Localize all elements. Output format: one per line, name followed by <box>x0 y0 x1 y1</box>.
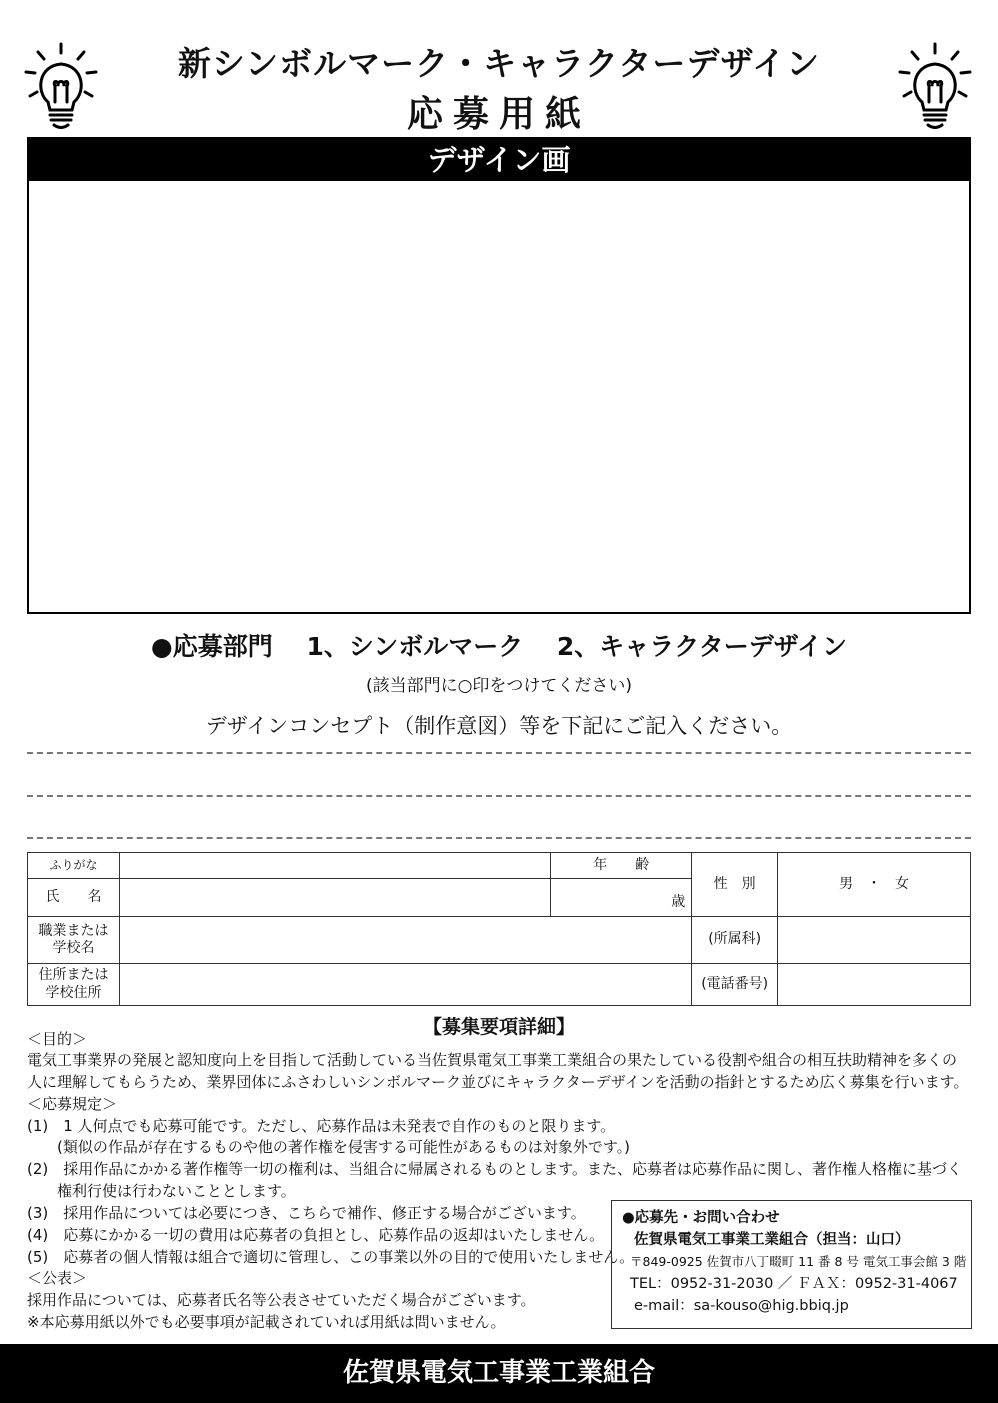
contact-org: 佐賀県電気工事業工業組合（担当：山口） <box>634 1232 910 1248</box>
contact-tel-fax: TEL：0952-31-2030 ／ ＦＡＸ：0952-31-4067 <box>630 1276 958 1292</box>
affiliation-field[interactable] <box>778 917 971 964</box>
contact-heading: ●応募先・お問い合わせ <box>622 1210 780 1226</box>
concept-line-2[interactable] <box>27 795 971 797</box>
phone-label: (電話番号) <box>692 964 778 1006</box>
rule-line-1: (1) 1 人何点でも応募可能です。ただし、応募作品は未発表で自作のものと限ります。 <box>27 1117 616 1135</box>
department-note: (該当部門に○印をつけてください) <box>365 676 633 696</box>
affiliation-label: (所属科) <box>692 917 778 964</box>
age-label: 年 齢 <box>551 853 692 879</box>
occupation-label-line-1: 職業または <box>38 922 109 939</box>
purpose-line-1: 電気工事業界の発展と認知度向上を目指して活動している当佐賀県電気工事業工業組合の果たしている役割や組合の相互扶助精神を多くの <box>27 1051 958 1069</box>
address-label-line-1: 住所または <box>38 967 109 983</box>
design-drawing-area[interactable] <box>27 137 971 614</box>
age-field[interactable] <box>551 879 692 917</box>
purpose-heading: ＜目的＞ <box>27 1030 88 1048</box>
concept-instruction: デザインコンセプト（制作意図）等を下記にご記入ください。 <box>205 714 793 738</box>
occupation-label <box>28 917 120 964</box>
name-label: 氏 名 <box>28 879 120 917</box>
rule-line-4: 権利行使は行わないこととします。 <box>27 1182 296 1200</box>
contact-box <box>611 1200 972 1329</box>
age-unit: 歳 <box>671 894 686 910</box>
department-selection[interactable]: ●応募部門 1、シンボルマーク 2、キャラクターデザイン <box>150 632 848 661</box>
form-title: 応募用紙 <box>406 94 591 135</box>
gender-label: 性 別 <box>692 853 778 917</box>
furigana-label: ふりがな <box>28 853 120 879</box>
design-heading: デザイン画 <box>29 139 969 181</box>
concept-line-3[interactable] <box>27 837 971 839</box>
concept-line-1[interactable] <box>27 752 971 754</box>
address-field[interactable] <box>119 964 691 1006</box>
phone-field[interactable] <box>778 964 971 1006</box>
address-label <box>28 964 120 1006</box>
contact-email[interactable]: e-mail：sa-kouso@hig.bbiq.jp <box>634 1298 849 1314</box>
address-label-line-2: 学校住所 <box>45 984 102 1001</box>
rule-line-3: (2) 採用作品にかかる著作権等一切の権利は、当組合に帰属されるものとします。また、応募者は応募作品に関し、著作権人格権に基づく <box>27 1160 963 1178</box>
occupation-field[interactable] <box>119 917 691 964</box>
publish-line-2: ※本応募用紙以外でも必要事項が記載されていれば用紙は問いません。 <box>27 1313 506 1331</box>
occupation-label-line-2: 学校名 <box>52 940 95 956</box>
page-title: 新シンボルマーク・キャラクターデザイン <box>177 44 821 83</box>
footer-organization: 佐賀県電気工事業工業組合 <box>0 1344 998 1403</box>
publish-heading: ＜公表＞ <box>27 1269 88 1287</box>
contact-address: 〒849-0925 佐賀市八丁畷町 11 番 8 号 電気工事会館 3 階 <box>630 1254 967 1269</box>
rule-line-2: (類似の作品が存在するものや他の著作権を侵害する可能性があるものは対象外です。) <box>27 1138 631 1156</box>
gender-options[interactable]: 男 ・ 女 <box>778 853 971 917</box>
name-field[interactable] <box>119 879 550 917</box>
rule-line-6: (4) 応募にかかる一切の費用は応募者の負担とし、応募作品の返却はいたしません。 <box>27 1226 605 1244</box>
requirements-title: 【募集要項詳細】 <box>422 1016 575 1038</box>
rule-line-7: (5) 応募者の個人情報は組合で適切に管理し、この事業以外の目的で使用いたしません。 <box>27 1248 635 1266</box>
applicant-form <box>27 852 971 1006</box>
publish-line-1: 採用作品については、応募者氏名等公表させていただく場合がございます。 <box>27 1291 536 1309</box>
furigana-field[interactable] <box>119 853 550 879</box>
rules-heading: ＜応募規定＞ <box>27 1095 118 1113</box>
rule-line-5: (3) 採用作品については必要につき、こちらで補作、修正する場合がございます。 <box>27 1204 586 1222</box>
purpose-line-2: 人に理解してもらうため、業界団体にふさわしいシンボルマーク並びにキャラクターデザインを活動の指針とするため広く募集を行います。 <box>27 1073 969 1091</box>
